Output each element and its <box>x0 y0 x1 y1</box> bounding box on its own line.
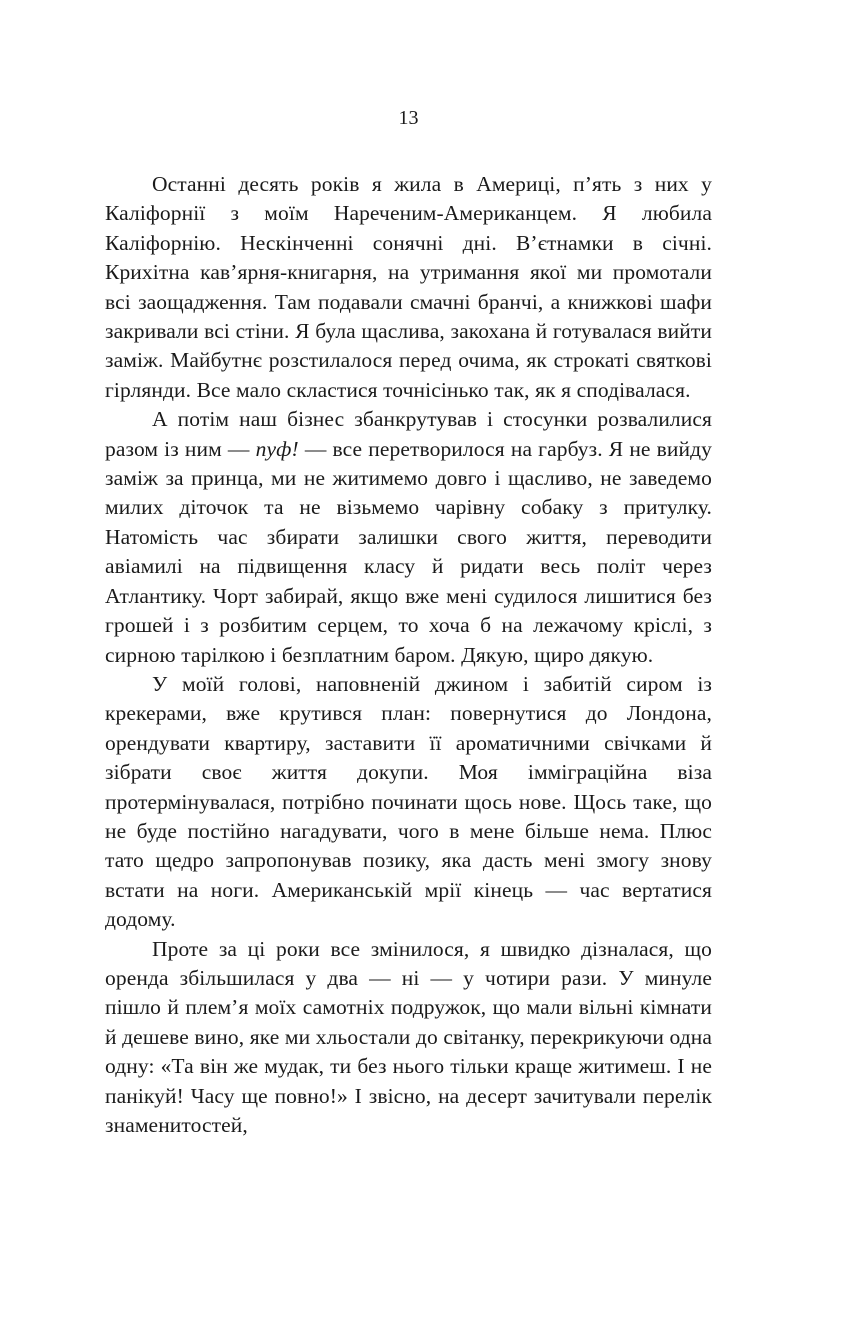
paragraph-1-text: Останні десять років я жила в Америці, п’ять з них у Каліфорнії з моїм Нареченим-Американцем. Я любила Каліфорнію. Нескінченні сонячні дні. В’єтнамки в січні. Крихітна кав’ярня-книгарня, на утримання якої ми промотали всі заощадження. Там подавали смачні бранчі, а книжкові шафи закривали всі стіни. Я була щаслива, закохана й готувалася вийти заміж. Майбутнє розстилалося перед очима, як строкаті святкові гірлянди. Все мало скластися точнісінько так, як я сподівалася. <box>105 172 712 402</box>
paragraph-2-text-before: А потім наш бізнес збанкрутував і стосунки розвалилися разом із ним — <box>105 407 712 461</box>
paragraph-2-text-after: — все перетворилося на гарбуз. Я не вийду заміж за принца, ми не житимемо довго і щасливо, не заведемо милих діточок та не візьмемо чарівну собаку з притулку. Натомість час збирати залишки свого життя, переводити авіамилі на підвищення класу й ридати весь політ через Атлантику. Чорт забирай, якщо вже мені судилося лишитися без грошей і з розбитим серцем, то хоча б на лежачому кріслі, з сирною тарілкою і безплатним баром. Дякую, щиро дякую. <box>105 436 712 667</box>
page-number: 13 <box>398 107 419 129</box>
paragraph-4 <box>105 935 712 1141</box>
paragraph-3-text: У моїй голові, наповненій джином і забитій сиром із крекерами, вже крутився план: повернутися до Лондона, орендувати квартиру, заставити її ароматичними свічками й зібрати своє життя докупи. Моя імміграційна віза протермінувалася, потрібно починати щось нове. Щось таке, що не буде постійно нагадувати, чого в мене більше нема. Плюс тато щедро запропонував позику, яка дасть мені змогу знову встати на ноги. Американській мрії кінець — час вертатися додому. <box>105 671 712 932</box>
text-block <box>105 170 712 1140</box>
paragraph-3 <box>105 670 712 935</box>
paragraph-2 <box>105 405 712 670</box>
paragraph-1 <box>105 170 712 405</box>
paragraph-4-text: Проте за ці роки все змінилося, я швидко дізналася, що оренда збільшилася у два — ні — у чотири рази. У минуле пішло й плем’я моїх самотніх подружок, що мали вільні кімнати й дешеве вино, яке ми хльостали до світанку, перекрикуючи одна одну: «Та він же мудак, ти без нього тільки краще житимеш. І не панікуй! Часу ще повно!» І звісно, на десерт зачитували перелік знаменитостей, <box>105 936 712 1137</box>
paragraph-2-italic-word: пуф! <box>255 436 299 461</box>
